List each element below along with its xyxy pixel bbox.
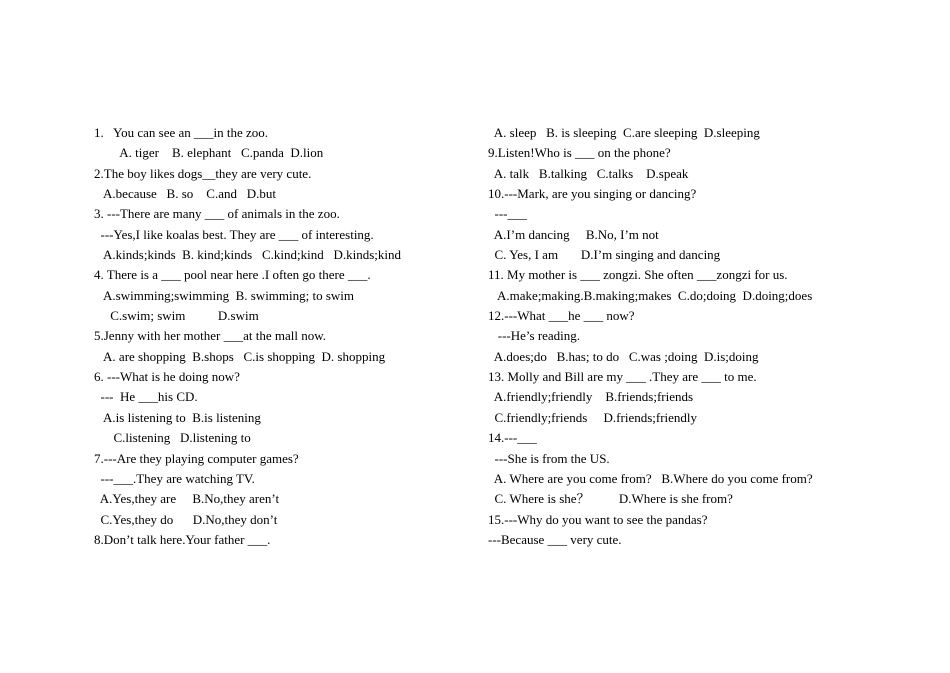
text-line: A.Yes,they are B.No,they aren’t — [94, 491, 280, 507]
text-line: A. tiger B. elephant C.panda D.lion — [94, 145, 324, 161]
text-line: A. sleep B. is sleeping C.are sleeping D.sleeping — [488, 125, 760, 140]
text-line: ---___.They are watching TV. — [94, 470, 255, 486]
text-line: 8.Don’t talk here.Your father ___. — [94, 531, 271, 547]
text-line: A. are shopping B.shops C.is shopping D. shopping — [94, 348, 386, 364]
text-line: C.listening D.listening to — [94, 430, 251, 446]
text-line: 14.---___ — [488, 430, 537, 446]
text-line: 1. You can see an ___in the zoo. — [94, 125, 269, 140]
text-line: 5.Jenny with her mother ___at the mall now. — [94, 328, 327, 344]
text-line: 6. ---What is he doing now? — [94, 369, 240, 385]
text-line: C.Yes,they do D.No,they don’t — [94, 511, 278, 527]
text-line: 13. Molly and Bill are my ___ .They are ___ to me. — [488, 369, 757, 385]
text-line: ---___ — [488, 206, 527, 222]
text-line: 11. My mother is ___ zongzi. She often ___zongzi for us. — [488, 267, 788, 283]
left-column — [94, 123, 474, 550]
text-line: C.friendly;friends D.friends;friendly — [488, 409, 698, 425]
text-line: C. Yes, I am D.I’m singing and dancing — [488, 247, 721, 263]
right-column — [488, 123, 928, 550]
text-line: ---Yes,I like koalas best. They are ___ of interesting. — [94, 226, 374, 242]
text-line: A.I’m dancing B.No, I’m not — [488, 226, 659, 242]
text-line: A.friendly;friendly B.friends;friends — [488, 389, 694, 405]
text-line: A. talk B.talking C.talks D.speak — [488, 165, 689, 181]
text-line: ---She is from the US. — [488, 450, 610, 466]
text-line: ---Because ___ very cute. — [488, 531, 622, 547]
text-line: 3. ---There are many ___ of animals in the zoo. — [94, 206, 340, 222]
text-line: 15.---Why do you want to see the pandas? — [488, 511, 708, 527]
text-line: 12.---What ___he ___ now? — [488, 308, 635, 324]
text-line: --- He ___his CD. — [94, 389, 198, 405]
text-line: C. Where is she？ D.Where is she from? — [488, 491, 733, 507]
text-line: A.swimming;swimming B. swimming; to swim — [94, 287, 355, 303]
text-line: A.kinds;kinds B. kind;kinds C.kind;kind D.kinds;kind — [94, 247, 401, 263]
text-line: A.make;making.B.making;makes C.do;doing D.doing;does — [488, 287, 813, 303]
text-line: 4. There is a ___ pool near here .I often go there ___. — [94, 267, 371, 283]
text-line: 2.The boy likes dogs__they are very cute. — [94, 165, 312, 181]
text-line: A.because B. so C.and D.but — [94, 186, 276, 202]
text-line: C.swim; swim D.swim — [94, 308, 259, 324]
text-line: A.does;do B.has; to do C.was ;doing D.is;doing — [488, 348, 759, 364]
text-line: ---He’s reading. — [488, 328, 581, 344]
text-line: A.is listening to B.is listening — [94, 409, 261, 425]
text-line: 10.---Mark, are you singing or dancing? — [488, 186, 697, 202]
text-line: 9.Listen!Who is ___ on the phone? — [488, 145, 671, 161]
text-line: 7.---Are they playing computer games? — [94, 450, 299, 466]
text-line: A. Where are you come from? B.Where do you come from? — [488, 470, 813, 486]
